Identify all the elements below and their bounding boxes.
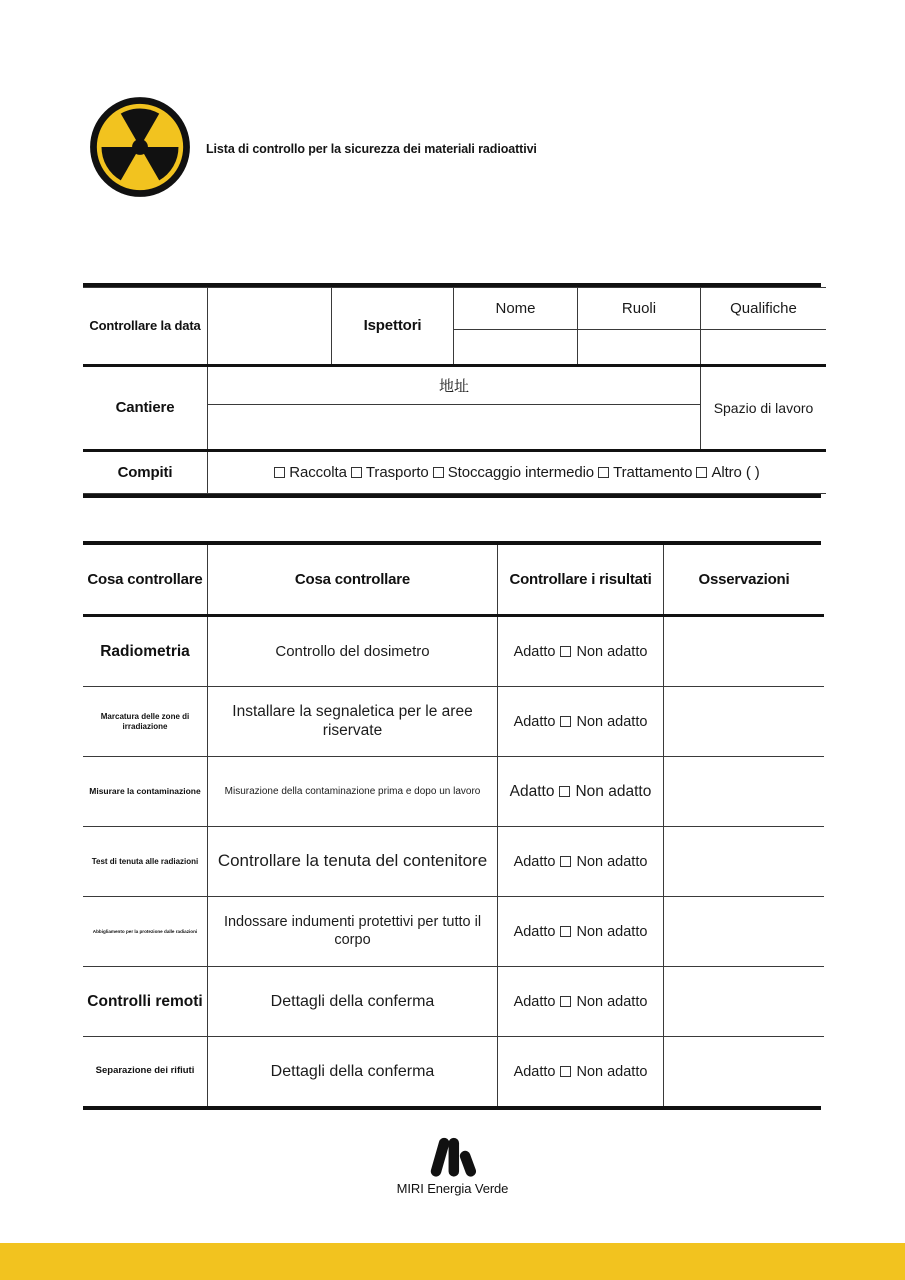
row-item-cell <box>83 616 208 687</box>
row-result-options <box>498 994 663 1010</box>
row-result-options <box>498 924 663 940</box>
row-description-cell <box>208 967 498 1037</box>
row-result-options <box>498 714 663 730</box>
tasks-label-cell <box>83 450 208 494</box>
row-description-label: Dettagli della conferma <box>270 992 435 1010</box>
inspector-qualifiche-value-cell[interactable] <box>701 330 827 365</box>
checkbox-result-icon[interactable] <box>560 996 571 1007</box>
table-row <box>83 757 824 827</box>
task-option-trasporto-label: Trasporto <box>365 463 429 481</box>
row-item-cell <box>83 967 208 1037</box>
task-option-trattamento-label: Trattamento <box>613 463 693 481</box>
result-unsuitable-label: Non adatto <box>575 782 652 800</box>
table-header-row <box>83 545 824 616</box>
result-suitable-label: Adatto <box>509 782 555 800</box>
col-header-observations-label: Osservazioni <box>698 571 790 588</box>
row-description-label: Controllo del dosimetro <box>275 642 430 660</box>
checkbox-result-icon[interactable] <box>560 856 571 867</box>
result-unsuitable-label: Non adatto <box>576 993 648 1010</box>
check-date-value-cell[interactable] <box>208 288 332 366</box>
row-result-options <box>498 854 663 870</box>
row-description-cell <box>208 897 498 967</box>
row-item-label: Abbigliamento per la protezione dalle radiazioni <box>92 928 198 934</box>
task-option-trattamento[interactable] <box>598 464 692 481</box>
result-unsuitable-label: Non adatto <box>576 713 648 730</box>
inspector-col-ruoli-label: Ruoli <box>621 300 657 318</box>
row-item-label: Test di tenuta alle radiazioni <box>91 856 199 866</box>
row-observation-cell[interactable] <box>664 967 825 1037</box>
col-header-results-label: Controllare i risultati <box>509 571 652 588</box>
task-option-stoccaggio[interactable] <box>433 464 594 481</box>
row-description-cell <box>208 687 498 757</box>
checkbox-trattamento-icon[interactable] <box>598 467 609 478</box>
col-header-results <box>498 545 664 616</box>
row-result-cell[interactable] <box>498 616 664 687</box>
site-label-cell <box>83 365 208 450</box>
task-option-altro-label: Altro ( ) <box>711 463 760 481</box>
row-result-cell[interactable] <box>498 827 664 897</box>
site-address-label: 地址 <box>438 377 469 395</box>
col-header-description <box>208 545 498 616</box>
inspector-col-qualifiche-header <box>701 288 827 330</box>
row-result-options <box>498 1064 663 1080</box>
result-suitable-label: Adatto <box>513 1063 556 1080</box>
row-observation-cell[interactable] <box>664 897 825 967</box>
row-item-label: Misurare la contaminazione <box>89 785 201 796</box>
result-suitable-label: Adatto <box>513 713 556 730</box>
workspace-label: Spazio di lavoro <box>713 399 814 416</box>
tasks-options-cell <box>208 450 827 494</box>
inspector-col-qualifiche-label: Qualifiche <box>730 300 797 318</box>
row-observation-cell[interactable] <box>664 687 825 757</box>
row-observation-cell[interactable] <box>664 757 825 827</box>
checkbox-result-icon[interactable] <box>560 646 571 657</box>
row-result-options <box>498 644 663 660</box>
row-result-cell[interactable] <box>498 897 664 967</box>
row-description-label: Indossare indumenti protettivi per tutto il corpo <box>223 914 482 948</box>
result-unsuitable-label: Non adatto <box>576 1063 648 1080</box>
checkbox-altro-icon[interactable] <box>696 467 707 478</box>
row-observation-cell[interactable] <box>664 1037 825 1107</box>
check-date-label: Controllare la data <box>89 318 201 334</box>
row-description-label: Installare la segnaletica per le aree riservate <box>232 702 473 739</box>
site-label: Cantiere <box>115 399 175 417</box>
checkbox-trasporto-icon[interactable] <box>351 467 362 478</box>
inspector-ruoli-value-cell[interactable] <box>578 330 701 365</box>
col-header-item-label: Cosa controllare <box>87 571 203 588</box>
footer-branding <box>0 1135 905 1196</box>
tasks-options-row <box>208 464 826 481</box>
check-date-label-cell <box>83 288 208 366</box>
row-observation-cell[interactable] <box>664 616 825 687</box>
row-result-options <box>498 783 663 801</box>
radiation-trefoil-icon <box>88 95 192 199</box>
col-header-observations <box>664 545 825 616</box>
row-result-cell[interactable] <box>498 757 664 827</box>
row-description-cell <box>208 1037 498 1107</box>
result-unsuitable-label: Non adatto <box>576 923 648 940</box>
row-description-cell <box>208 757 498 827</box>
row-item-cell <box>83 1037 208 1107</box>
row-item-cell <box>83 897 208 967</box>
checkbox-result-icon[interactable] <box>559 786 570 797</box>
inspector-nome-value-cell[interactable] <box>454 330 578 365</box>
row-description-label: Controllare la tenuta del contenitore <box>217 851 488 871</box>
checkbox-raccolta-icon[interactable] <box>274 467 285 478</box>
checkbox-result-icon[interactable] <box>560 1066 571 1077</box>
task-option-raccolta[interactable] <box>274 464 347 481</box>
row-item-label: Marcatura delle zone di irradiazione <box>100 712 190 731</box>
result-suitable-label: Adatto <box>513 853 556 870</box>
table-row <box>83 616 824 687</box>
check-date-value <box>208 323 331 329</box>
checkbox-result-icon[interactable] <box>560 926 571 937</box>
col-header-item <box>83 545 208 616</box>
row-description-cell <box>208 827 498 897</box>
result-unsuitable-label: Non adatto <box>576 853 648 870</box>
document-header <box>88 95 537 199</box>
inspection-info-table <box>83 283 821 498</box>
row-item-label: Radiometria <box>100 642 190 660</box>
table-row <box>83 1037 824 1107</box>
row-observation-cell[interactable] <box>664 827 825 897</box>
result-suitable-label: Adatto <box>513 643 556 660</box>
inspector-col-nome-header <box>454 288 578 330</box>
task-option-altro[interactable] <box>696 464 759 481</box>
row-item-cell <box>83 687 208 757</box>
checkbox-result-icon[interactable] <box>560 716 571 727</box>
row-result-cell[interactable] <box>498 1037 664 1107</box>
inspectors-label: Ispettori <box>363 317 422 335</box>
checkbox-stoccaggio-icon[interactable] <box>433 467 444 478</box>
table-row <box>83 967 824 1037</box>
row-item-cell <box>83 757 208 827</box>
row-result-cell[interactable] <box>498 687 664 757</box>
result-suitable-label: Adatto <box>513 993 556 1010</box>
tasks-label: Compiti <box>117 463 173 481</box>
row-result-cell[interactable] <box>498 967 664 1037</box>
result-suitable-label: Adatto <box>513 923 556 940</box>
bottom-accent-bar <box>0 1243 905 1280</box>
inspectors-label-cell <box>332 288 454 366</box>
row-description-label: Dettagli della conferma <box>270 1062 435 1080</box>
page-title: Lista di controllo per la sicurezza dei materiali radioattivi <box>206 142 537 156</box>
col-header-description-label: Cosa controllare <box>294 571 411 588</box>
table-row <box>83 687 824 757</box>
miri-m-logo-icon <box>424 1135 482 1177</box>
row-item-label: Separazione dei rifiuti <box>95 1065 195 1077</box>
table-row <box>83 827 824 897</box>
row-description-label: Misurazione della contaminazione prima e dopo un lavoro <box>224 785 481 797</box>
workspace-cell[interactable] <box>701 365 827 450</box>
site-address-value-cell[interactable] <box>208 404 701 450</box>
row-description-cell <box>208 616 498 687</box>
task-option-raccolta-label: Raccolta <box>289 463 347 481</box>
task-option-stoccaggio-label: Stoccaggio intermedio <box>447 463 595 481</box>
site-address-header <box>208 365 701 404</box>
safety-checklist-table <box>83 541 821 1110</box>
table-row <box>83 897 824 967</box>
row-item-cell <box>83 827 208 897</box>
inspector-col-ruoli-header <box>578 288 701 330</box>
brand-name-label: MIRI Energia Verde <box>396 1181 509 1196</box>
result-unsuitable-label: Non adatto <box>576 643 648 660</box>
inspector-col-nome-label: Nome <box>495 300 536 318</box>
row-item-label: Controlli remoti <box>87 992 203 1010</box>
task-option-trasporto[interactable] <box>351 464 429 481</box>
